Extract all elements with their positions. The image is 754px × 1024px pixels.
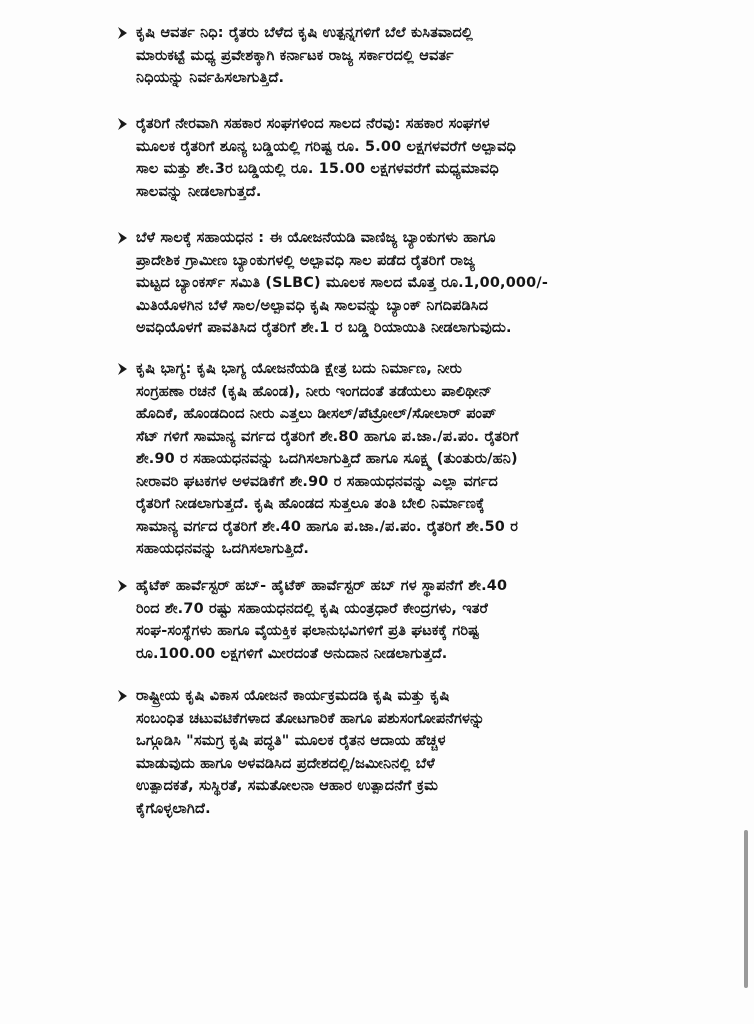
list-item — [114, 22, 694, 90]
list-item — [114, 358, 694, 561]
list-item-text — [136, 358, 694, 561]
list-item-text — [136, 685, 694, 820]
arrow-bullet-icon — [114, 24, 136, 46]
text-line: ರೈತರಿಗೆ ನೇರವಾಗಿ ಸಹಕಾರ ಸಂಘಗಳಿಂದ ಸಾಲದ ನೆರವು: ಸಹಕಾರ ಸಂಘಗಳ — [136, 116, 490, 132]
text-line: ಸೆಟ್ ಗಳಿಗೆ ಸಾಮಾನ್ಯ ವರ್ಗದ ರೈತರಿಗೆ ಶೇ.80 ಹಾಗೂ ಪ.ಜಾ./ಪ.ಪಂ. ರೈತರಿಗೆ — [136, 428, 519, 445]
text-line: ಸಂಘ-ಸಂಸ್ಥೆಗಳು ಹಾಗೂ ವೈಯಕ್ತಿಕ ಫಲಾನುಭವಿಗಳಿಗೆ ಪ್ರತಿ ಘಟಕಕ್ಕೆ ಗರಿಷ್ಟ — [136, 623, 480, 639]
list-item-text — [136, 113, 694, 203]
text-line: ನೀರಾವರಿ ಘಟಕಗಳ ಅಳವಡಿಕೆಗೆ ಶೇ.90 ರ ಸಹಾಯಧನವನ್ನು ಎಲ್ಲಾ ವರ್ಗದ — [136, 473, 498, 490]
text-line: ಸಾಲ ಮತ್ತು ಶೇ.3ರ ಬಡ್ಡಿಯಲ್ಲಿ ರೂ. 15.00 ಲಕ್ಷಗಳವರೆಗೆ ಮಧ್ಯಮಾವಧಿ — [136, 161, 499, 177]
list-item — [114, 113, 694, 203]
text-line: ಒಗ್ಗೂಡಿಸಿ "ಸಮಗ್ರ ಕೃಷಿ ಪದ್ಧತಿ" ಮೂಲಕ ರೈತನ ಆದಾಯ ಹೆಚ್ಚಳ — [136, 733, 446, 749]
text-line: ರಿಂದ ಶೇ.70 ರಷ್ಟು ಸಹಾಯಧನದಲ್ಲಿ ಕೃಷಿ ಯಂತ್ರಧಾರೆ ಕೇಂದ್ರಗಳು, ಇತರೆ — [136, 600, 488, 617]
list-item-text — [136, 575, 694, 665]
text-line: ಕೃಷಿ ಆವರ್ತ ನಿಧಿ: ರೈತರು ಬೆಳೆದ ಕೃಷಿ ಉತ್ಪನ್ನಗಳಿಗೆ ಬೆಲೆ ಕುಸಿತವಾದಲ್ಲಿ — [136, 25, 473, 41]
text-line: ಸಂಗ್ರಹಣಾ ರಚನೆ (ಕೃಷಿ ಹೊಂಡ), ನೀರು ಇಂಗದಂತೆ ತಡೆಯಲು ಪಾಲಿಥೀನ್ — [136, 383, 492, 400]
text-line: ಬೆಳೆ ಸಾಲಕ್ಕೆ ಸಹಾಯಧನ : ಈ ಯೋಜನೆಯಡಿ ವಾಣಿಜ್ಯ ಬ್ಯಾಂಕುಗಳು ಹಾಗೂ — [136, 230, 496, 246]
text-line: ಸಂಬಂಧಿತ ಚಟುವಟಿಕೆಗಳಾದ ತೋಟಗಾರಿಕೆ ಹಾಗೂ ಪಶುಸಂಗೋಪನೆಗಳನ್ನು — [136, 710, 485, 727]
text-line: ಕೃಷಿ ಭಾಗ್ಯ: ಕೃಷಿ ಭಾಗ್ಯ ಯೋಜನೆಯಡಿ ಕ್ಷೇತ್ರ ಬದು ನಿರ್ಮಾಣ, ನೀರು — [136, 361, 462, 377]
text-line: ಶೇ.90 ರ ಸಹಾಯಧನವನ್ನು ಒದಗಿಸಲಾಗುತ್ತಿದೆ ಹಾಗೂ ಸೂಕ್ಷ್ಮ (ತುಂತುರು/ಹನಿ) — [136, 451, 518, 467]
arrow-bullet-icon — [114, 360, 136, 382]
text-line: ಹೈಟೆಕ್ ಹಾರ್ವೆಸ್ಟರ್ ಹಬ್- ಹೈಟೆಕ್ ಹಾರ್ವೆಸ್ಟರ್ ಹಬ್ ಗಳ ಸ್ಥಾಪನೆಗೆ ಶೇ.40 — [136, 578, 508, 594]
text-line: ಮಟ್ಟದ ಬ್ಯಾಂಕರ್ಸ್ ಸಮಿತಿ (SLBC) ಮೂಲಕ ಸಾಲದ ಮೊತ್ತ ರೂ.1,00,000/- — [136, 275, 548, 291]
text-line: ರಾಷ್ಟ್ರೀಯ ಕೃಷಿ ವಿಕಾಸ ಯೋಜನೆ ಕಾರ್ಯಕ್ರಮದಡಿ ಕೃಷಿ ಮತ್ತು ಕೃಷಿ — [136, 688, 450, 704]
arrow-bullet-icon — [114, 229, 136, 251]
arrow-bullet-icon — [114, 687, 136, 709]
list-item — [114, 575, 694, 665]
text-line: ಸಾಮಾನ್ಯ ವರ್ಗದ ರೈತರಿಗೆ ಶೇ.40 ಹಾಗೂ ಪ.ಜಾ./ಪ.ಪಂ. ರೈತರಿಗೆ ಶೇ.50 ರ — [136, 518, 519, 535]
list-item — [114, 685, 694, 820]
text-line: ನಿಧಿಯನ್ನು ನಿರ್ವಹಿಸಲಾಗುತ್ತಿದೆ. — [136, 70, 285, 86]
text-line: ರೈತರಿಗೆ ನೀಡಲಾಗುತ್ತದೆ. ಕೃಷಿ ಹೊಂಡದ ಸುತ್ತಲೂ ತಂತಿ ಬೇಲಿ ನಿರ್ಮಾಣಕ್ಕೆ — [136, 496, 485, 512]
text-line: ಪ್ರಾದೇಶಿಕ ಗ್ರಾಮೀಣ ಬ್ಯಾಂಕುಗಳಲ್ಲಿ ಅಲ್ಪಾವಧಿ ಸಾಲ ಪಡೆದ ರೈತರಿಗೆ ರಾಜ್ಯ — [136, 252, 476, 269]
arrow-bullet-icon — [114, 577, 136, 599]
scrollbar[interactable] — [744, 830, 748, 988]
text-line: ಅವಧಿಯೊಳಗೆ ಪಾವತಿಸಿದ ರೈತರಿಗೆ ಶೇ.1 ರ ಬಡ್ಡಿ ರಿಯಾಯಿತಿ ನೀಡಲಾಗುವುದು. — [136, 320, 512, 336]
text-line: ಮೂಲಕ ರೈತರಿಗೆ ಶೂನ್ಯ ಬಡ್ಡಿಯಲ್ಲಿ ಗರಿಷ್ಟ ರೂ. 5.00 ಲಕ್ಷಗಳವರೆಗೆ ಅಲ್ಪಾವಧಿ — [136, 138, 517, 155]
arrow-bullet-icon — [114, 115, 136, 137]
text-line: ಸಾಲವನ್ನು ನೀಡಲಾಗುತ್ತದೆ. — [136, 183, 262, 200]
text-line: ಮಾಡುವುದು ಹಾಗೂ ಅಳವಡಿಸಿದ ಪ್ರದೇಶದಲ್ಲಿ/ಜಮೀನಿನಲ್ಲಿ ಬೆಳೆ — [136, 755, 435, 772]
text-line: ಹೊದಿಕೆ, ಹೊಂಡದಿಂದ ನೀರು ಎತ್ತಲು ಡೀಸಲ್/ಪೆಟ್ರೋಲ್/ಸೋಲಾರ್ ಪಂಪ್ — [136, 406, 497, 422]
text-line: ಮಾರುಕಟ್ಟೆ ಮಧ್ಯ ಪ್ರವೇಶಕ್ಕಾಗಿ ಕರ್ನಾಟಕ ರಾಜ್ಯ ಸರ್ಕಾರದಲ್ಲಿ ಆವರ್ತ — [136, 47, 454, 64]
list-item — [114, 227, 694, 340]
list-item-text — [136, 227, 694, 340]
list-item-text — [136, 22, 694, 90]
text-line: ಮಿತಿಯೊಳಗಿನ ಬೆಳೆ ಸಾಲ/ಅಲ್ಪಾವಧಿ ಕೃಷಿ ಸಾಲವನ್ನು ಬ್ಯಾಂಕ್ ನಿಗದಿಪಡಿಸಿದ — [136, 297, 489, 314]
text-line: ರೂ.100.00 ಲಕ್ಷಗಳಿಗೆ ಮೀರದಂತೆ ಅನುದಾನ ನೀಡಲಾಗುತ್ತದೆ. — [136, 645, 448, 662]
text-line: ಉತ್ಪಾದಕತೆ, ಸುಸ್ಥಿರತೆ, ಸಮತೋಲನಾ ಆಹಾರ ಉತ್ಪಾದನೆಗೆ ಕ್ರಮ — [136, 778, 438, 794]
text-line: ಕೈಗೊಳ್ಳಲಾಗಿದೆ. — [136, 800, 211, 817]
text-line: ಸಹಾಯಧನವನ್ನು ಒದಗಿಸಲಾಗುತ್ತಿದೆ. — [136, 541, 310, 557]
